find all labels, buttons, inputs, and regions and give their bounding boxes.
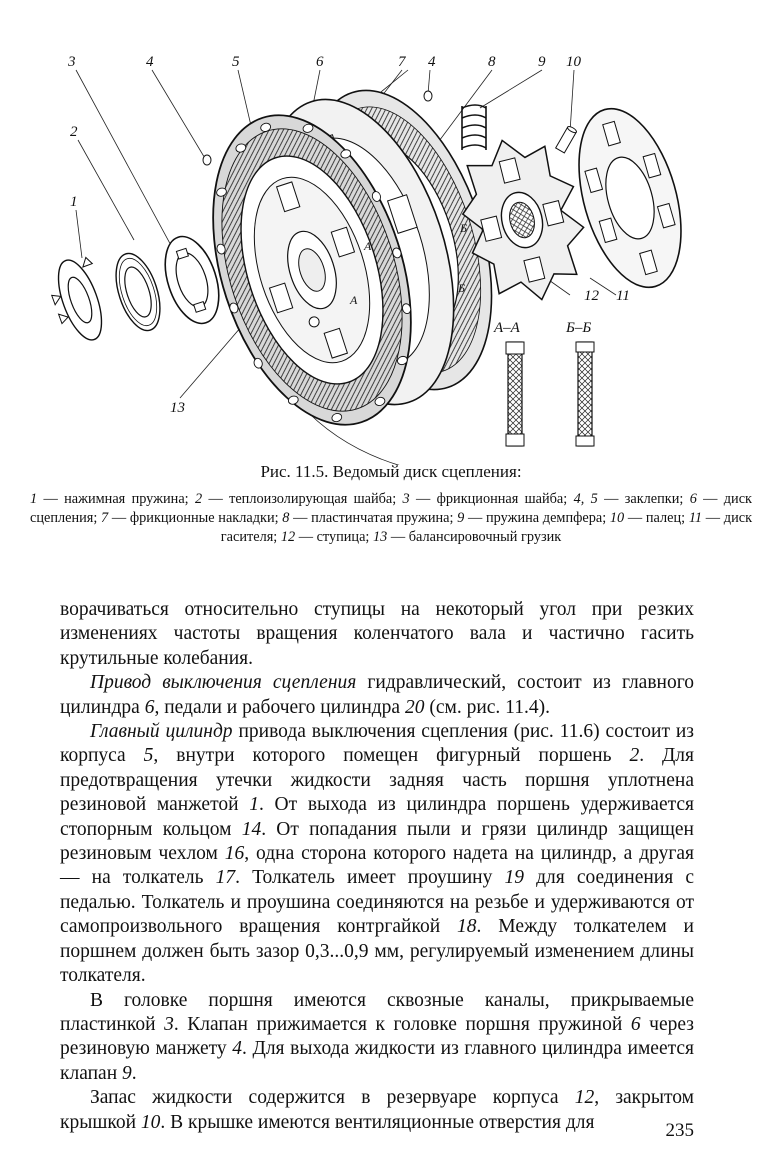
label-10: 10 (566, 54, 581, 70)
cut-marker-a2: А (350, 293, 358, 307)
label-5: 5 (232, 54, 240, 70)
legend-num: 10 (609, 509, 625, 526)
legend-num: 11 (688, 509, 703, 526)
label-6: 6 (316, 54, 324, 70)
clutch-disc-figure (0, 0, 782, 465)
legend-text: — теплоизолирующая шайба; (202, 491, 403, 507)
legend-num: 4, 5 (573, 491, 598, 507)
page-number: 235 (665, 1120, 694, 1141)
legend-num: 13 (372, 528, 388, 545)
pressure-spring-part (42, 252, 117, 348)
legend-text: — пластинчатая пружина; (289, 509, 458, 526)
label-13: 13 (170, 400, 185, 416)
paragraph: ворачиваться относительно ступицы на некоторый угол при резких изменениях частоты вращения коленчатого вала и частично гасить крутильные колебания. (60, 599, 694, 669)
body-text (60, 598, 694, 1135)
legend-num: 1 (30, 491, 38, 507)
label-4b: 4 (428, 54, 436, 70)
legend-text: — фрикционные накладки; (108, 509, 283, 526)
label-2: 2 (70, 124, 78, 140)
legend-num: 2 (194, 491, 203, 507)
heat-insulating-washer-part (108, 248, 169, 336)
legend-text: — нажимная пружина; (37, 491, 195, 507)
paragraph: В головке поршня имеются сквозные каналы, прикрываемые пластинкой 3. Клапан прижимается к головке поршня пружиной 6 через резиновую манжету 4. Для выхода жидкости из главного цилиндра имеется клапан 9. (60, 989, 694, 1084)
label-7: 7 (398, 54, 406, 70)
legend-text: — заклепки; (597, 491, 690, 507)
legend-text: — ступица; (295, 528, 373, 545)
label-4: 4 (146, 54, 154, 70)
cut-marker-a1: А (364, 239, 372, 253)
legend-num: 8 (282, 509, 290, 526)
label-1: 1 (70, 194, 78, 210)
damper-disc-part (560, 97, 699, 299)
cut-marker-b2: Б (458, 281, 466, 295)
legend-text: — палец; (624, 509, 689, 526)
legend-num: 7 (101, 509, 109, 526)
legend-text: — фрикционная шайба; (409, 491, 574, 507)
legend-text: — диск гасителя; (220, 509, 753, 545)
paragraph: Запас жидкости содержится в резервуаре корпуса 12, закрытом крышкой 10. В крышке имеются вентиляционные отверстия для (60, 1087, 694, 1133)
label-12: 12 (584, 288, 599, 304)
paragraph: Главный цилиндр привода выключения сцепления (рис. 11.6) состоит из корпуса 5, внутри которого помещен фигурный поршень 2. Для предотвращения утечки жидкости задняя часть поршня уплотнена резиновой манжетой 1. От выхода из цилиндра поршень удерживается стопорным кольцом 14. От попадания пыли и грязи цилиндр защищен резиновым чехлом 16, одна сторона которого надета на цилиндр, а другая — на толкатель 17. Толкатель имеет проушину 19 для соединения с педалью. Толкатель и проушина соединяются на резьбе и удерживаются от самопроизвольного вращения контргайкой 18. Между толкателем и поршнем должен быть зазор 0,3...0,9 мм, регулируемый изменением длины толкателя. (60, 721, 695, 987)
legend-text: — балансировочный грузик (387, 528, 562, 545)
label-9: 9 (538, 54, 546, 70)
label-3: 3 (68, 54, 76, 70)
legend-num: 9 (457, 509, 465, 526)
legend-num: 12 (280, 528, 296, 545)
legend-num: 6 (689, 491, 697, 507)
section-label-aa: А–А (494, 320, 520, 336)
legend-num: 3 (402, 491, 410, 507)
cut-marker-b1: Б (460, 221, 468, 235)
pin-part (556, 125, 578, 153)
section-views (506, 342, 594, 446)
paragraph: Привод выключения сцепления гидравлический, состоит из главного цилиндра 6, педали и рабочего цилиндра 20 (см. рис. 11.4). (60, 672, 694, 718)
figure-caption-title: Рис. 11.5. Ведомый диск сцепления: (260, 462, 522, 481)
legend-text: — диск сцепления; (30, 491, 753, 526)
legend-text: — пружина демпфера; (464, 509, 610, 526)
figure-legend (30, 490, 752, 546)
label-11: 11 (616, 288, 630, 304)
label-8: 8 (488, 54, 496, 70)
damper-spring-part (462, 105, 486, 150)
section-label-bb: Б–Б (566, 320, 592, 336)
